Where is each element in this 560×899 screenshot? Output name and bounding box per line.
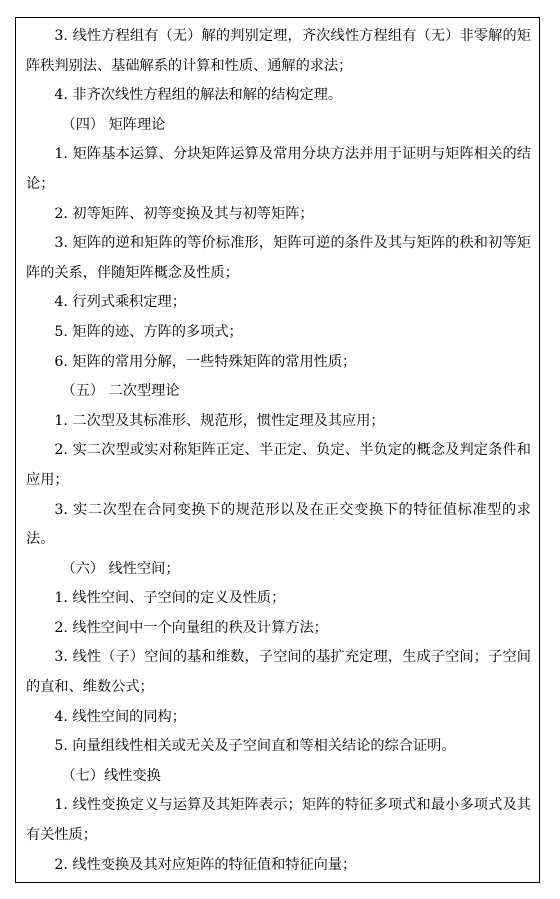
section-heading-linear-spaces: （六） 线性空间； (61, 560, 180, 577)
item-matrix-decomposition: 6. 矩阵的常用分解，一些特殊矩阵的常用性质； (54, 353, 357, 370)
item-matrix-operations: 1. 矩阵基本运算、分块矩阵运算及常用分块方法并用于证明与矩阵相关的结论； (26, 146, 531, 192)
item-matrix-inverse: 3. 矩阵的逆和矩阵的等价标准形，矩阵可逆的条件及其与矩阵的秩和初等矩阵的关系，伴随矩阵概念及性质； (26, 235, 531, 281)
section-heading-quadratic-forms: （五） 二次型理论 (61, 383, 180, 400)
item-matrix-trace: 5. 矩阵的迹、方阵的多项式； (54, 323, 243, 340)
section-heading-matrix-theory: （四） 矩阵理论 (61, 116, 166, 133)
item-determinant-product: 4. 行列式乘积定理； (54, 294, 186, 311)
item-space-definition: 1. 线性空间、子空间的定义及性质； (54, 590, 286, 607)
content-frame (15, 17, 540, 883)
item-transformation-definition: 1. 线性变换定义与运算及其矩阵表示；矩阵的特征多项式和最小多项式及其有关性质； (26, 797, 531, 844)
item-elementary-matrices: 2. 初等矩阵、初等变换及其与初等矩阵； (54, 205, 314, 222)
item-linear-system-solvability: 3. 线性方程组有（无）解的判别定理，齐次线性方程组有（无）非零解的矩阵秩判别法、基础解系的计算和性质、通解的求法； (26, 28, 531, 74)
item-nonhomogeneous-solution: 4. 非齐次线性方程组的解法和解的结构定理。 (54, 87, 343, 104)
document-body (26, 22, 531, 880)
item-quadratic-canonical: 1. 二次型及其标准形、规范形，惯性定理及其应用； (54, 412, 385, 429)
item-isomorphism: 4. 线性空间的同构； (54, 708, 186, 725)
item-basis-dimension: 3. 线性（子）空间的基和维数，子空间的基扩充定理，生成子空间；子空间的直和、维数公式； (26, 649, 531, 696)
item-dependence-proofs: 5. 向量组线性相关或无关及子空间直和等相关结论的综合证明。 (54, 738, 456, 755)
item-vector-rank: 2. 线性空间中一个向量组的秩及计算方法； (54, 619, 328, 636)
item-congruent-orthogonal: 3. 实二次型在合同变换下的规范形以及在正交变换下的特征值标准型的求法。 (26, 501, 531, 548)
item-eigenvalues: 2. 线性变换及其对应矩阵的特征值和特征向量； (54, 856, 357, 873)
item-positive-definite: 2. 实二次型或实对称矩阵正定、半正定、负定、半负定的概念及判定条件和应用； (26, 442, 531, 488)
section-heading-linear-transformations: （七）线性变换 (61, 767, 161, 784)
